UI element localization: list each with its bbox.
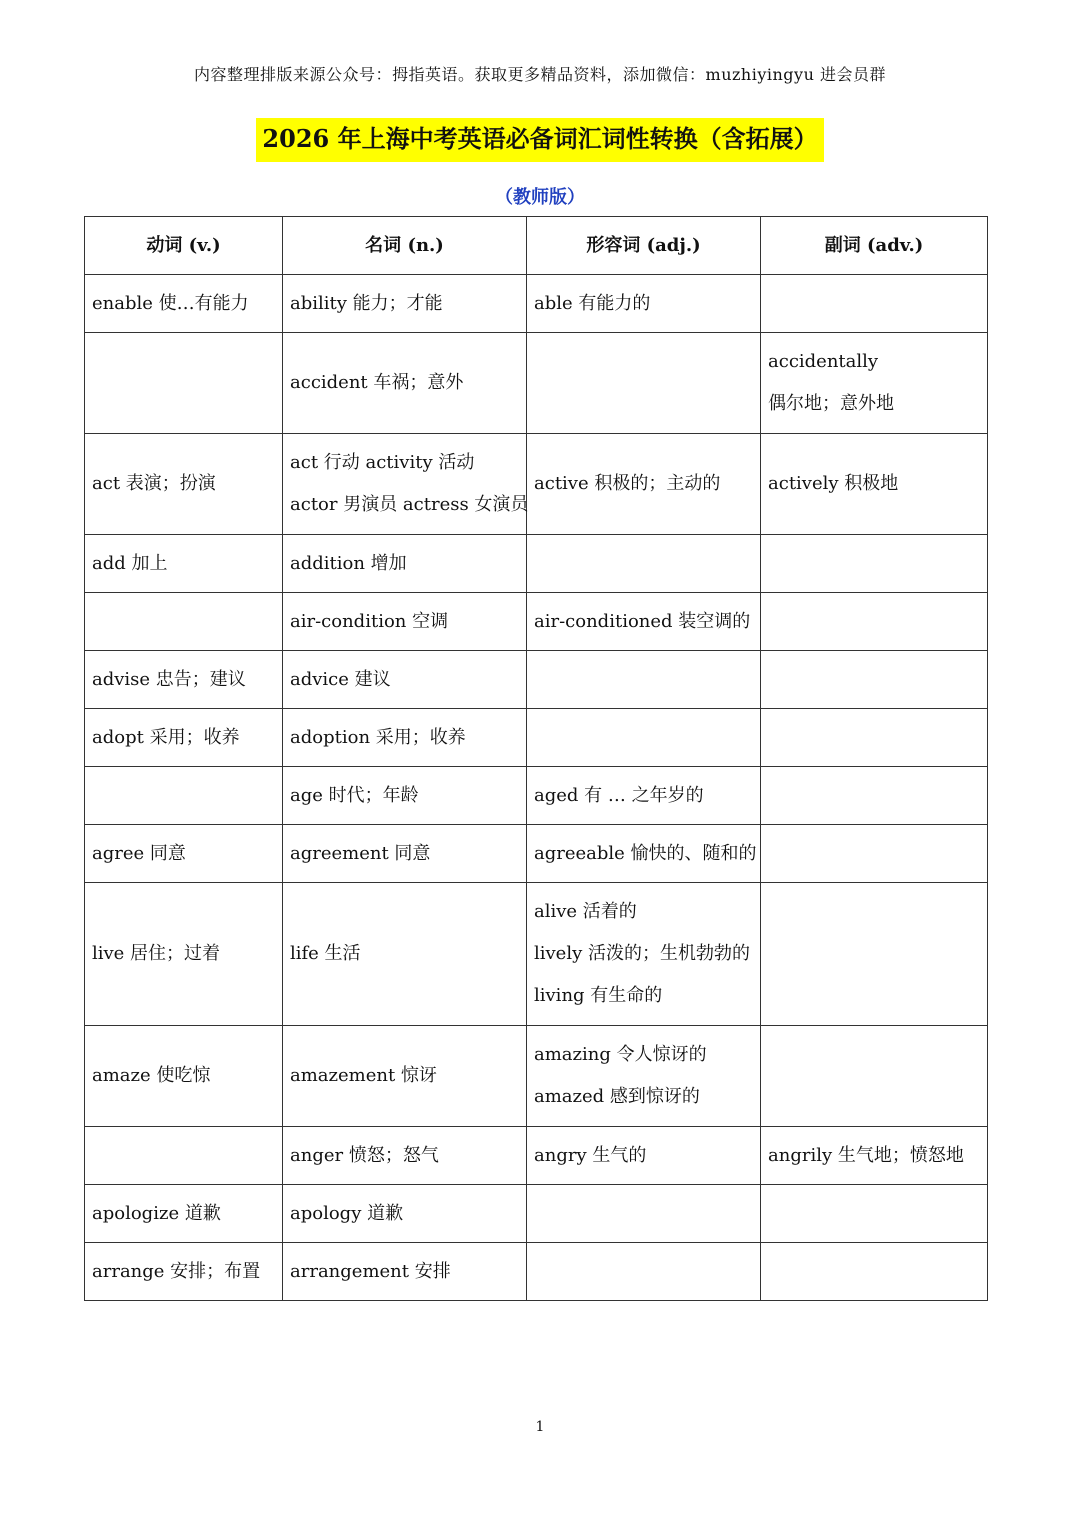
cell-noun (283, 825, 527, 883)
cell-adverb (761, 535, 988, 593)
table-body (85, 275, 988, 1301)
cell-text: enable 使…有能力 (92, 292, 249, 314)
table-row (85, 1243, 988, 1301)
cell-verb (85, 709, 283, 767)
cell-adjective (527, 651, 761, 709)
cell-verb (85, 651, 283, 709)
cell-noun (283, 275, 527, 333)
cell-text: agreement 同意 (290, 842, 431, 864)
cell-verb (85, 1185, 283, 1243)
table-row (85, 709, 988, 767)
cell-text: agreeable 愉快的、随和的 (534, 842, 757, 864)
cell-verb (85, 434, 283, 535)
cell-adjective (527, 825, 761, 883)
cell-noun (283, 1243, 527, 1301)
cell-verb (85, 1127, 283, 1185)
cell-verb (85, 767, 283, 825)
table-row (85, 593, 988, 651)
cell-adjective (527, 1243, 761, 1301)
cell-verb (85, 535, 283, 593)
cell-text: accidentally (768, 351, 879, 372)
cell-adverb (761, 883, 988, 1026)
cell-adjective (527, 1026, 761, 1127)
table-row (85, 535, 988, 593)
cell-verb (85, 825, 283, 883)
cell-noun (283, 1185, 527, 1243)
cell-text: add 加上 (92, 552, 168, 574)
cell-adverb (761, 709, 988, 767)
cell-text: anger 愤怒；怒气 (290, 1144, 439, 1166)
cell-adjective (527, 709, 761, 767)
table-row (85, 825, 988, 883)
cell-text: angry 生气的 (534, 1144, 647, 1166)
cell-text: act 表演；扮演 (92, 473, 216, 494)
cell-text: apology 道歉 (290, 1202, 404, 1224)
cell-text: air-condition 空调 (290, 610, 449, 632)
cell-verb (85, 883, 283, 1026)
title-wrap (0, 118, 1080, 162)
page-number: 1 (535, 1419, 545, 1435)
table-row (85, 1127, 988, 1185)
cell-verb (85, 593, 283, 651)
cell-text: adoption 采用；收养 (290, 726, 466, 748)
header-noun: 名词 (n.) (283, 217, 527, 275)
cell-noun (283, 767, 527, 825)
cell-noun (283, 1026, 527, 1127)
cell-adjective (527, 767, 761, 825)
table-row (85, 1026, 988, 1127)
cell-noun (283, 593, 527, 651)
cell-text: accident 车祸；意外 (290, 372, 464, 393)
cell-text: arrangement 安排 (290, 1260, 451, 1282)
cell-adverb (761, 275, 988, 333)
cell-verb (85, 1026, 283, 1127)
table-header (85, 217, 988, 275)
cell-adverb (761, 1185, 988, 1243)
cell-text: air-conditioned 装空调的 (534, 610, 751, 632)
cell-adverb (761, 651, 988, 709)
table-row (85, 434, 988, 535)
cell-text: amaze 使吃惊 (92, 1065, 211, 1086)
header-note: 内容整理排版来源公众号：拇指英语。获取更多精品资料，添加微信：muzhiyingyu 进会员群 (194, 65, 886, 84)
header-adverb: 副词 (adv.) (761, 217, 988, 275)
cell-verb (85, 1243, 283, 1301)
cell-text: 偶尔地；意外地 (768, 393, 894, 414)
cell-text: lively 活泼的；生机勃勃的 (534, 943, 750, 964)
cell-text: amazement 惊讶 (290, 1065, 437, 1086)
cell-adjective (527, 1127, 761, 1185)
cell-adverb (761, 1243, 988, 1301)
document-subtitle: （教师版） (495, 187, 585, 208)
cell-text: arrange 安排；布置 (92, 1260, 261, 1282)
cell-text: agree 同意 (92, 842, 186, 864)
cell-text: ability 能力；才能 (290, 292, 443, 314)
cell-text: actively 积极地 (768, 473, 899, 494)
cell-verb (85, 275, 283, 333)
cell-adverb (761, 767, 988, 825)
cell-text: aged 有 … 之年岁的 (534, 784, 704, 806)
table-row (85, 333, 988, 434)
cell-adverb (761, 1026, 988, 1127)
cell-adverb (761, 1127, 988, 1185)
cell-noun (283, 709, 527, 767)
cell-adjective (527, 593, 761, 651)
table-row (85, 767, 988, 825)
cell-verb (85, 333, 283, 434)
header-row (85, 217, 988, 275)
cell-noun (283, 651, 527, 709)
cell-text: act 行动 activity 活动 (290, 452, 475, 473)
header-verb: 动词 (v.) (85, 217, 283, 275)
cell-text: apologize 道歉 (92, 1202, 221, 1224)
cell-text: angrily 生气地；愤怒地 (768, 1144, 964, 1166)
cell-text: adopt 采用；收养 (92, 726, 240, 748)
cell-text: amazing 令人惊讶的 (534, 1044, 707, 1065)
cell-noun (283, 535, 527, 593)
cell-text: active 积极的；主动的 (534, 473, 721, 494)
cell-adverb (761, 825, 988, 883)
cell-text: age 时代；年龄 (290, 784, 419, 806)
cell-adverb (761, 434, 988, 535)
cell-text: advice 建议 (290, 668, 391, 690)
cell-adjective (527, 434, 761, 535)
vocabulary-table (84, 216, 988, 1301)
cell-noun (283, 333, 527, 434)
cell-noun (283, 1127, 527, 1185)
document-title: 2026 年上海中考英语必备词汇词性转换（含拓展） (256, 118, 823, 162)
cell-noun (283, 883, 527, 1026)
cell-adverb (761, 593, 988, 651)
cell-noun (283, 434, 527, 535)
cell-text: actor 男演员 actress 女演员 (290, 494, 529, 515)
cell-text: addition 增加 (290, 552, 407, 574)
cell-adjective (527, 535, 761, 593)
table-row (85, 275, 988, 333)
cell-text: life 生活 (290, 943, 361, 964)
cell-text: advise 忠告；建议 (92, 668, 246, 690)
cell-text: live 居住；过着 (92, 943, 221, 964)
cell-text: living 有生命的 (534, 985, 663, 1006)
cell-text: alive 活着的 (534, 901, 637, 922)
table-row (85, 883, 988, 1026)
cell-adverb (761, 333, 988, 434)
cell-adjective (527, 1185, 761, 1243)
cell-adjective (527, 275, 761, 333)
cell-adjective (527, 883, 761, 1026)
header-adjective: 形容词 (adj.) (527, 217, 761, 275)
table-row (85, 1185, 988, 1243)
cell-adjective (527, 333, 761, 434)
cell-text: amazed 感到惊讶的 (534, 1086, 700, 1107)
table-row (85, 651, 988, 709)
cell-text: able 有能力的 (534, 292, 651, 314)
